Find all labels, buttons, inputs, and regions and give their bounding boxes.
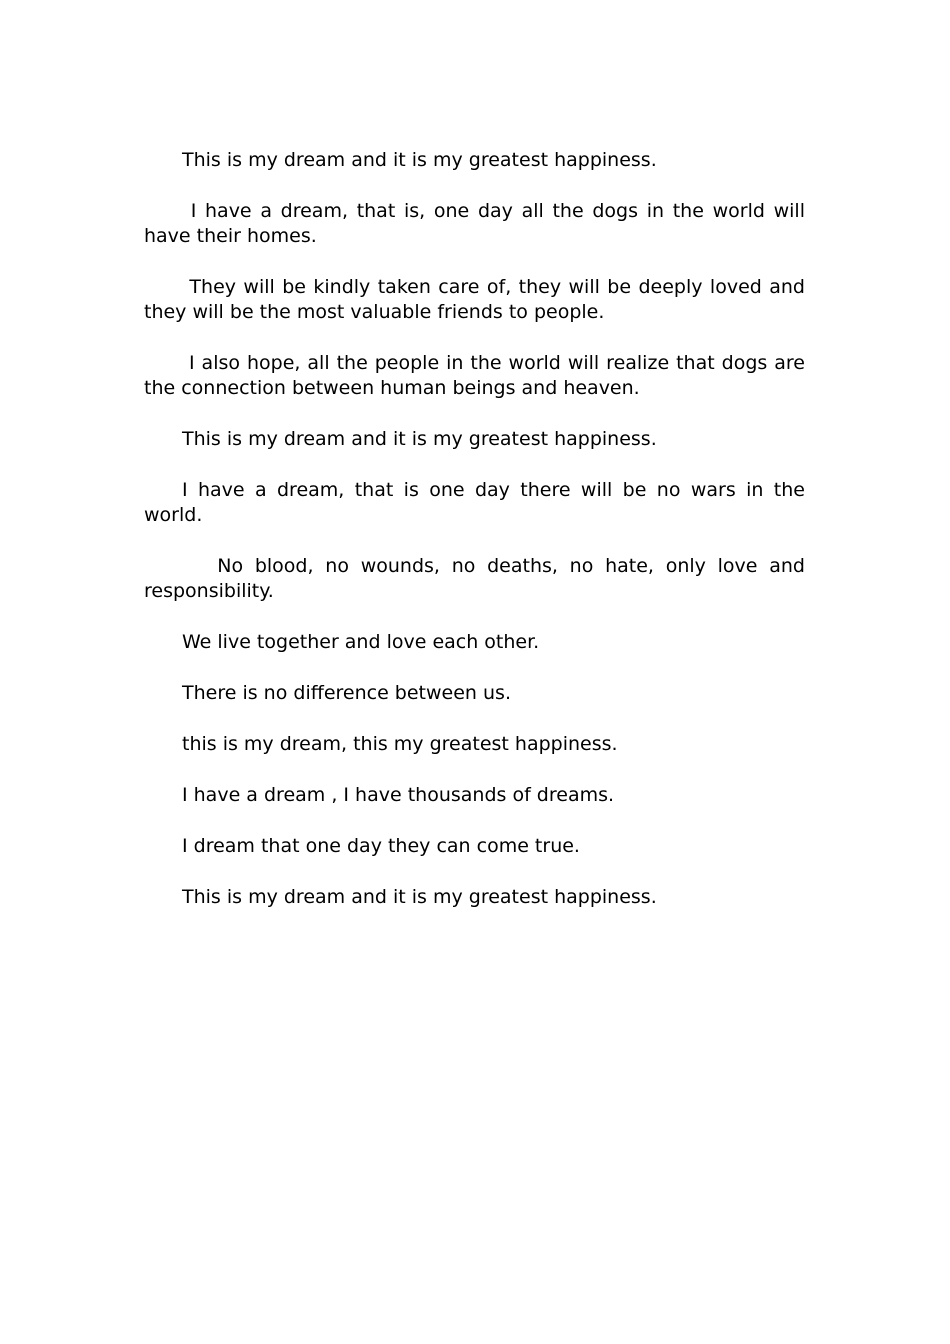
paragraph: There is no difference between us.	[182, 682, 511, 704]
paragraph: We live together and love each other.	[182, 631, 540, 653]
paragraph: This is my dream and it is my greatest happiness.	[182, 886, 657, 908]
document-body	[144, 148, 812, 936]
paragraph: I have a dream, that is one day there will be no wars in the world.	[144, 479, 812, 526]
paragraph: I dream that one day they can come true.	[182, 835, 580, 857]
paragraph: I also hope, all the people in the world will realize that dogs are the connection between human beings and heaven.	[144, 352, 812, 399]
paragraph: I have a dream , I have thousands of dreams.	[182, 784, 615, 806]
paragraph: No blood, no wounds, no deaths, no hate, only love and responsibility.	[144, 555, 812, 602]
paragraph: This is my dream and it is my greatest happiness.	[182, 149, 657, 171]
paragraph: this is my dream, this my greatest happiness.	[182, 733, 618, 755]
paragraph: I have a dream, that is, one day all the dogs in the world will have their homes.	[144, 200, 812, 247]
paragraph: This is my dream and it is my greatest happiness.	[182, 428, 657, 450]
paragraph: They will be kindly taken care of, they will be deeply loved and they will be the most valuable friends to people.	[144, 276, 812, 323]
